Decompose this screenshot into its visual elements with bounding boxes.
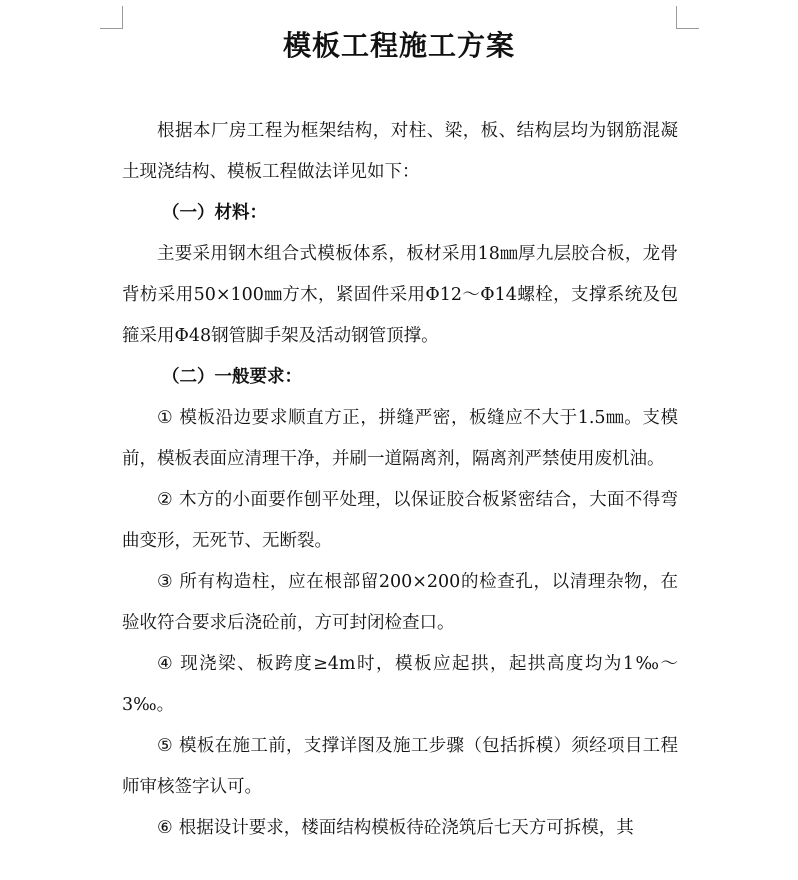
section-heading-materials: （一）材料：: [162, 203, 267, 223]
document-title: 模板工程施工方案: [282, 29, 515, 62]
step-number-2: ②: [157, 490, 174, 510]
requirement-text: 根据设计要求，楼面结构模板待砼浇筑后七天方可拆模，其: [178, 818, 634, 838]
step-number-5: ⑤: [157, 736, 174, 756]
step-number-1: ①: [157, 408, 174, 428]
requirement-text: 模板沿边要求顺直方正，拼缝严密，板缝应不大于1.5㎜。支模前，模板表面应清理干净，并刷一道隔离剂，隔离剂严禁使用废机油。: [122, 408, 678, 469]
requirement-text: 木方的小面要作刨平处理，以保证胶合板紧密结合，大面不得弯曲变形，无死节、无断裂。: [122, 490, 678, 551]
materials-paragraph: 主要采用钢木组合式模板体系，板材采用18㎜厚九层胶合板，龙骨背枋采用50×100㎜方木，紧固件采用Φ12～Φ14螺栓，支撑系统及包箍采用Φ48钢管脚手架及活动钢管顶撑。: [122, 244, 678, 346]
requirement-text: 所有构造柱，应在根部留200×200的检查孔，以清理杂物，在验收符合要求后浇砼前，方可封闭检查口。: [122, 572, 678, 633]
requirement-item: [122, 808, 678, 849]
requirement-item: [122, 480, 678, 562]
requirement-item: [122, 562, 678, 644]
section-heading-requirements: （二）一般要求：: [162, 367, 302, 387]
step-number-6: ⑥: [157, 818, 173, 838]
requirement-text: 现浇梁、板跨度≥4m时，模板应起拱，起拱高度均为1‰～3‰。: [122, 654, 678, 715]
requirement-text: 模板在施工前，支撑详图及施工步骤（包括拆模）须经项目工程师审核签字认可。: [122, 736, 678, 797]
requirement-item: [122, 644, 678, 726]
step-number-3: ③: [157, 572, 174, 592]
requirement-item: [122, 726, 678, 808]
step-number-4: ④: [157, 654, 175, 674]
requirement-item: [122, 398, 678, 480]
intro-paragraph: 根据本厂房工程为框架结构，对柱、梁，板、结构层均为钢筋混凝土现浇结构、模板工程做法详见如下：: [122, 121, 678, 182]
document-body: [122, 111, 678, 849]
